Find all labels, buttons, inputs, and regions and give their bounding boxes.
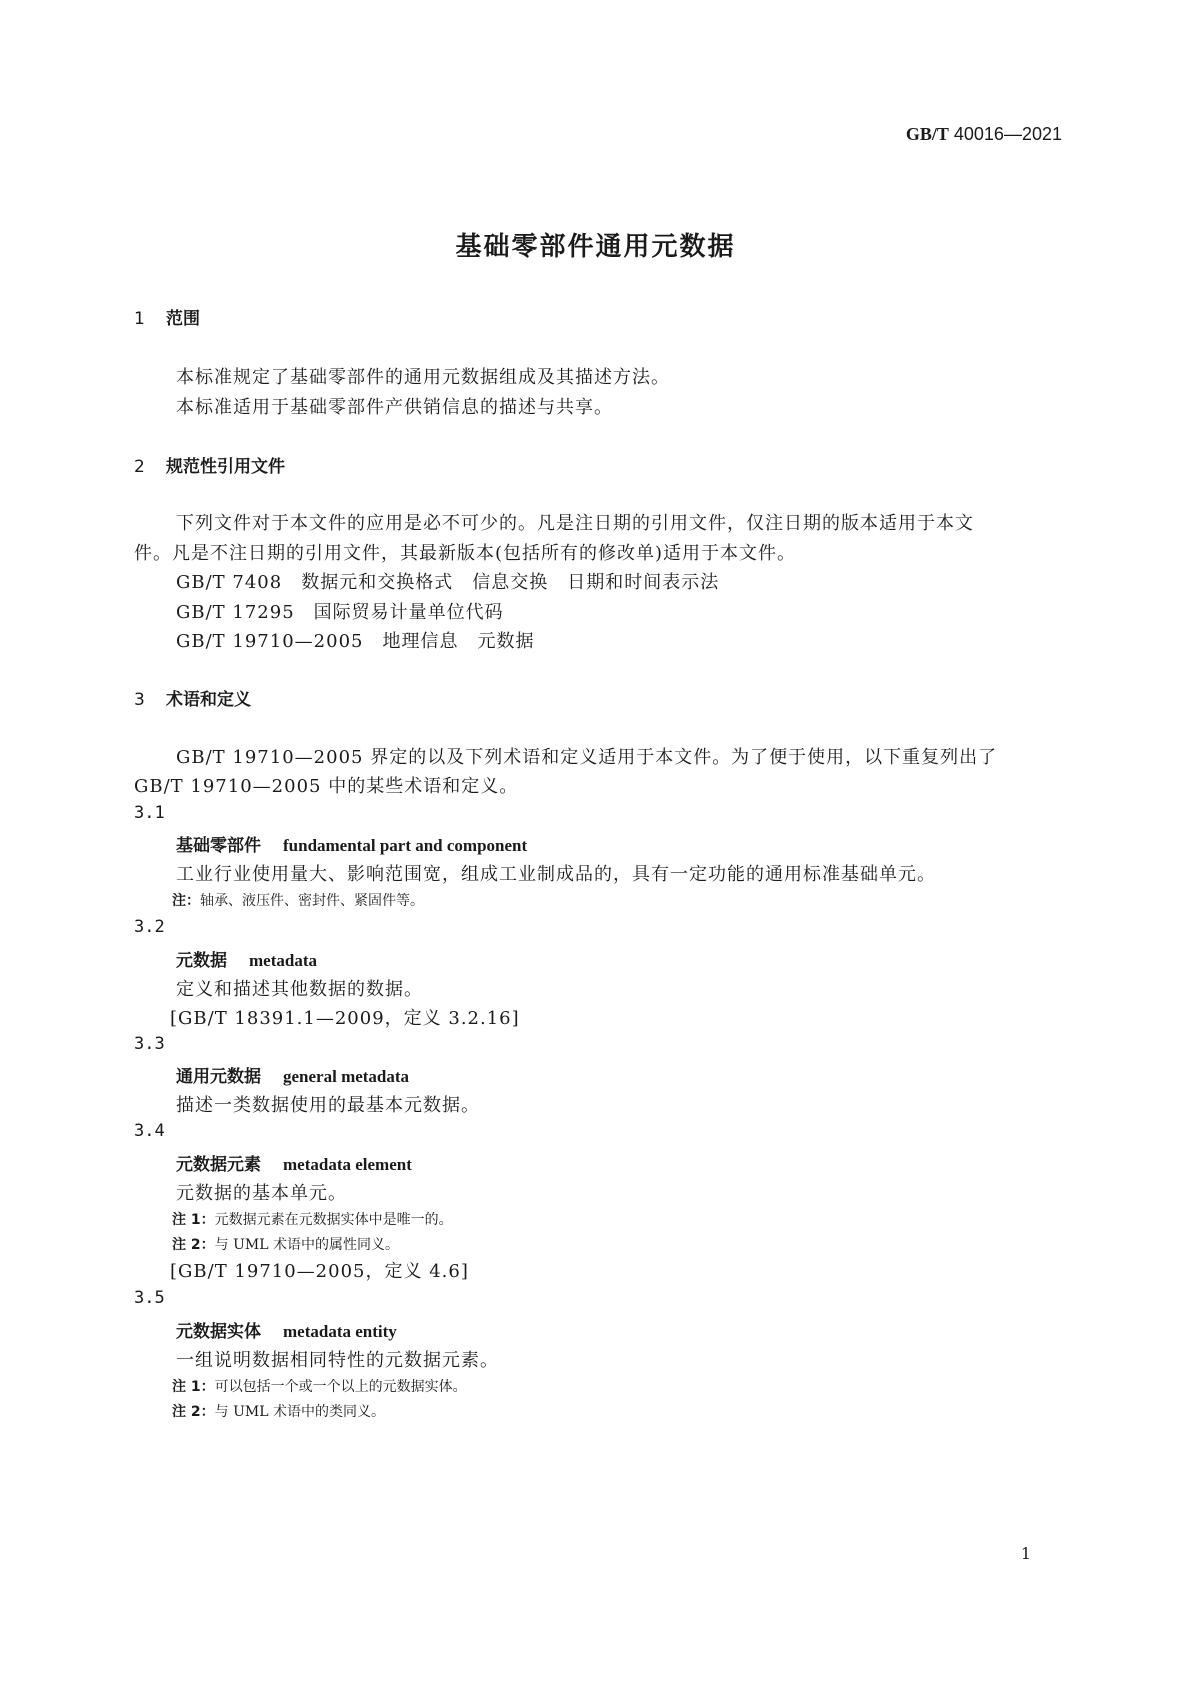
normative-reference	[176, 627, 534, 653]
normative-reference	[176, 568, 719, 594]
term-number: 3.3	[134, 1034, 165, 1054]
note-text: 元数据元素在元数据实体中是唯一的。	[214, 1212, 453, 1228]
paragraph: 本标准适用于基础零部件产供销信息的描述与共享。	[176, 397, 613, 418]
section-title: 术语和定义	[166, 690, 251, 710]
section-number: 1	[134, 309, 145, 329]
term-heading	[176, 1317, 397, 1342]
term-heading	[176, 831, 527, 856]
term-note	[172, 1401, 385, 1421]
reference-name: 国际贸易计量单位代码	[313, 602, 504, 623]
section-title: 规范性引用文件	[166, 457, 285, 477]
term-definition: 描述一类数据使用的最基本元数据。	[176, 1095, 480, 1116]
note-label: 注 2：	[172, 1237, 215, 1253]
section-2-heading	[134, 452, 285, 477]
note-label: 注：	[172, 893, 200, 909]
note-label: 注 2：	[172, 1404, 215, 1420]
term-source: [GB/T 18391.1—2009，定义 3.2.16]	[170, 1008, 520, 1029]
section-3-heading	[134, 685, 251, 710]
standard-code	[906, 124, 1062, 145]
term-zh: 元数据	[176, 951, 227, 971]
standard-code-number: 40016—2021	[953, 124, 1062, 144]
term-note	[172, 1376, 467, 1396]
term-definition: 工业行业使用量大、影响范围宽，组成工业制成品的，具有一定功能的通用标准基础单元。	[176, 864, 936, 885]
term-en: general metadata	[283, 1067, 410, 1086]
page-number: 1	[1020, 1544, 1031, 1563]
note-text: 与 UML 术语中的属性同义。	[214, 1237, 399, 1253]
term-heading	[176, 1062, 409, 1087]
term-zh: 元数据实体	[176, 1322, 261, 1342]
term-note	[172, 1234, 399, 1254]
term-note	[172, 890, 424, 910]
term-en: metadata entity	[283, 1322, 397, 1341]
paragraph: 本标准规定了基础零部件的通用元数据组成及其描述方法。	[176, 367, 670, 388]
term-zh: 基础零部件	[176, 836, 261, 856]
section-title: 范围	[166, 309, 200, 329]
term-definition: 定义和描述其他数据的数据。	[176, 979, 423, 1000]
section-1-heading	[134, 304, 200, 329]
term-number: 3.2	[134, 917, 165, 937]
term-zh: 元数据元素	[176, 1155, 261, 1175]
reference-code: GB/T 17295	[176, 602, 295, 623]
term-zh: 通用元数据	[176, 1067, 261, 1087]
section-number: 3	[134, 690, 145, 710]
paragraph: GB/T 19710—2005 界定的以及下列术语和定义适用于本文件。为了便于使用，以下重复列出了	[176, 747, 998, 768]
term-en: metadata	[249, 951, 317, 970]
note-label: 注 1：	[172, 1212, 215, 1228]
paragraph: 件。凡是不注日期的引用文件，其最新版本(包括所有的修改单)适用于本文件。	[134, 543, 797, 564]
term-heading	[176, 946, 317, 971]
normative-reference	[176, 598, 504, 624]
note-label: 注 1：	[172, 1379, 215, 1395]
term-note	[172, 1209, 453, 1229]
term-source: [GB/T 19710—2005，定义 4.6]	[170, 1261, 469, 1282]
term-number: 3.4	[134, 1121, 165, 1141]
term-number: 3.1	[134, 803, 165, 823]
term-definition: 元数据的基本单元。	[176, 1183, 347, 1204]
term-en: metadata element	[283, 1155, 412, 1174]
note-text: 轴承、液压件、密封件、紧固件等。	[200, 893, 424, 909]
document-title: 基础零部件通用元数据	[455, 232, 736, 262]
reference-code: GB/T 19710—2005	[176, 631, 364, 652]
term-definition: 一组说明数据相同特性的元数据元素。	[176, 1350, 499, 1371]
paragraph: 下列文件对于本文件的应用是必不可少的。凡是注日期的引用文件，仅注日期的版本适用于本文	[176, 513, 974, 534]
paragraph: GB/T 19710—2005 中的某些术语和定义。	[134, 776, 519, 797]
reference-code: GB/T 7408	[176, 572, 283, 593]
standard-code-prefix: GB/T	[905, 124, 949, 144]
reference-name: 地理信息 元数据	[382, 631, 535, 652]
note-text: 可以包括一个或一个以上的元数据实体。	[214, 1379, 467, 1395]
section-number: 2	[134, 457, 145, 477]
note-text: 与 UML 术语中的类同义。	[214, 1404, 385, 1420]
term-heading	[176, 1150, 412, 1175]
term-number: 3.5	[134, 1288, 165, 1308]
term-en: fundamental part and component	[283, 836, 528, 855]
reference-name: 数据元和交换格式 信息交换 日期和时间表示法	[301, 572, 720, 593]
